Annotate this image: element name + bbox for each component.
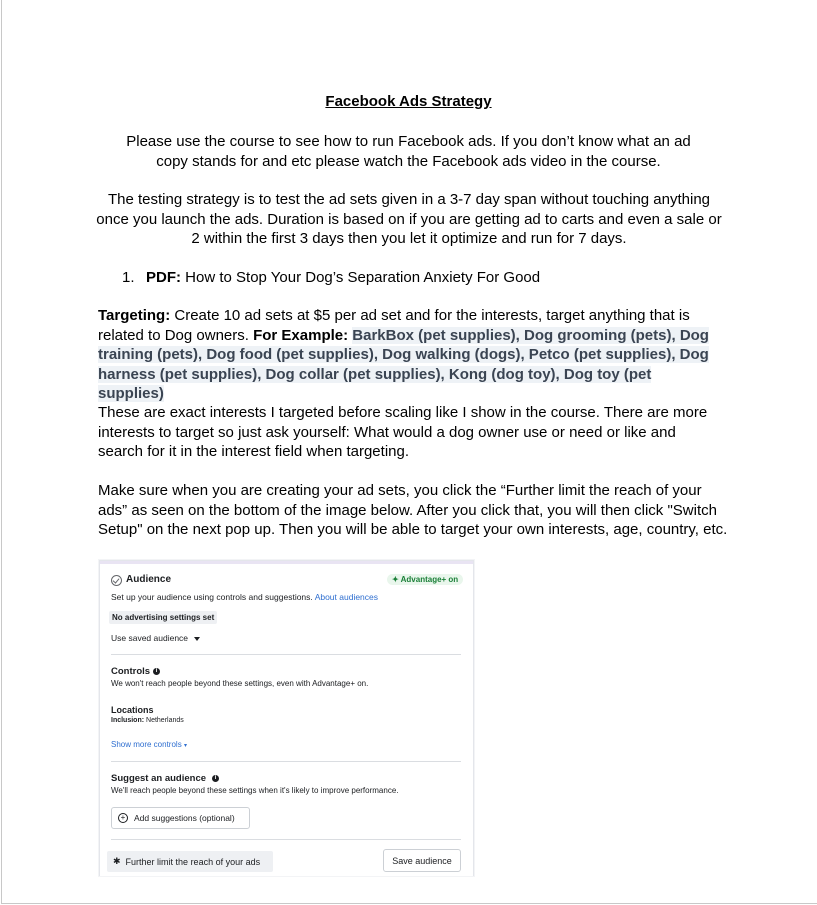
example-label: For Example: (253, 326, 349, 344)
setup-text (111, 592, 378, 602)
testing-strategy-paragraph: The testing strategy is to test the ad sets given in a 3-7 day span without touching anything once you launch the ads. Duration is based on if you are getting ad to carts and even a sale or 2 within the first 3 days then you let it optimize and run for 7 days. (96, 191, 722, 247)
further-limit-button[interactable] (107, 851, 273, 872)
targeting-text: Create 10 ad sets at $5 per ad set and for the interests, target anything that is related to Dog owners. (98, 307, 690, 344)
audience-title: Audience (126, 574, 172, 585)
gear-icon: ✱ (113, 856, 121, 866)
show-more-controls-link[interactable] (111, 740, 187, 749)
saved-audience-dropdown[interactable] (111, 633, 200, 643)
suggest-title: Suggest an audience (111, 773, 207, 784)
inclusion-value: Netherlands (146, 717, 184, 724)
add-suggestions-button[interactable] (111, 807, 250, 829)
panel-top-border (100, 561, 473, 564)
list-item (122, 268, 722, 288)
audience-screenshot (99, 560, 474, 876)
inclusion-label: Inclusion: (111, 717, 145, 724)
add-suggestions-label: Add suggestions (optional) (134, 813, 235, 823)
instructions-paragraph: Make sure when you are creating your ad sets, you click the “Further limit the reach of your ads” as seen on the bottom of the image below. After you click that, you will then click "Switch Setup" on the next pop up. Then you will be able to target your own interests, age, country, etc. (98, 482, 728, 538)
controls-heading (111, 666, 160, 677)
targeting-paragraph (98, 306, 718, 404)
locations-title: Locations (111, 705, 154, 715)
targeting-label: Targeting: (98, 307, 171, 324)
further-limit-label: Further limit the reach of your ads (125, 856, 261, 867)
info-icon[interactable]: i (212, 775, 219, 782)
divider (111, 761, 461, 762)
check-circle-icon (111, 575, 122, 586)
caret-down-icon: ▾ (183, 743, 187, 749)
controls-title: Controls (111, 666, 151, 677)
no-settings-badge: No advertising settings set (109, 611, 217, 624)
list-number: 1. (122, 269, 135, 286)
setup-description: Set up your audience using controls and suggestions. (111, 592, 313, 602)
suggest-heading (111, 773, 219, 784)
document-title: Facebook Ads Strategy (325, 93, 492, 110)
controls-description: We won't reach people beyond these settings, even with Advantage+ on. (111, 679, 369, 688)
saved-audience-label: Use saved audience (111, 633, 189, 643)
about-audiences-link[interactable]: About audiences (314, 592, 379, 602)
divider (111, 839, 461, 840)
list-label: PDF: (146, 269, 181, 286)
advantage-badge[interactable]: ✦ Advantage+ on (387, 574, 463, 585)
list-text: How to Stop Your Dog’s Separation Anxiety For Good (181, 269, 541, 286)
example-interests: BarkBox (pet supplies), Dog grooming (pets), Dog training (pets), Dog food (pet supplies), Dog walking (dogs), Petco (pet supplies), Dog harness (pet supplies), Dog collar (pet supplies), Kong (dog toy), Dog toy (pet supplies) (98, 326, 709, 402)
locations-inclusion (111, 717, 184, 724)
interests-paragraph: These are exact interests I targeted before scaling like I show in the course. There are more interests to target so just ask yourself: What would a dog owner use or need or like and search for it in the interest field when targeting. (98, 404, 708, 460)
caret-down-icon (194, 637, 200, 641)
suggest-description: We'll reach people beyond these settings when it's likely to improve performance. (111, 786, 399, 795)
info-icon[interactable]: i (153, 668, 160, 675)
divider (111, 654, 461, 655)
intro-paragraph: Please use the course to see how to run Facebook ads. If you don’t know what an ad copy stands for and etc please watch the Facebook ads video in the course. (126, 133, 691, 170)
show-more-label: Show more controls (111, 740, 182, 749)
plus-circle-icon: + (118, 813, 128, 823)
save-audience-button[interactable]: Save audience (383, 849, 461, 872)
